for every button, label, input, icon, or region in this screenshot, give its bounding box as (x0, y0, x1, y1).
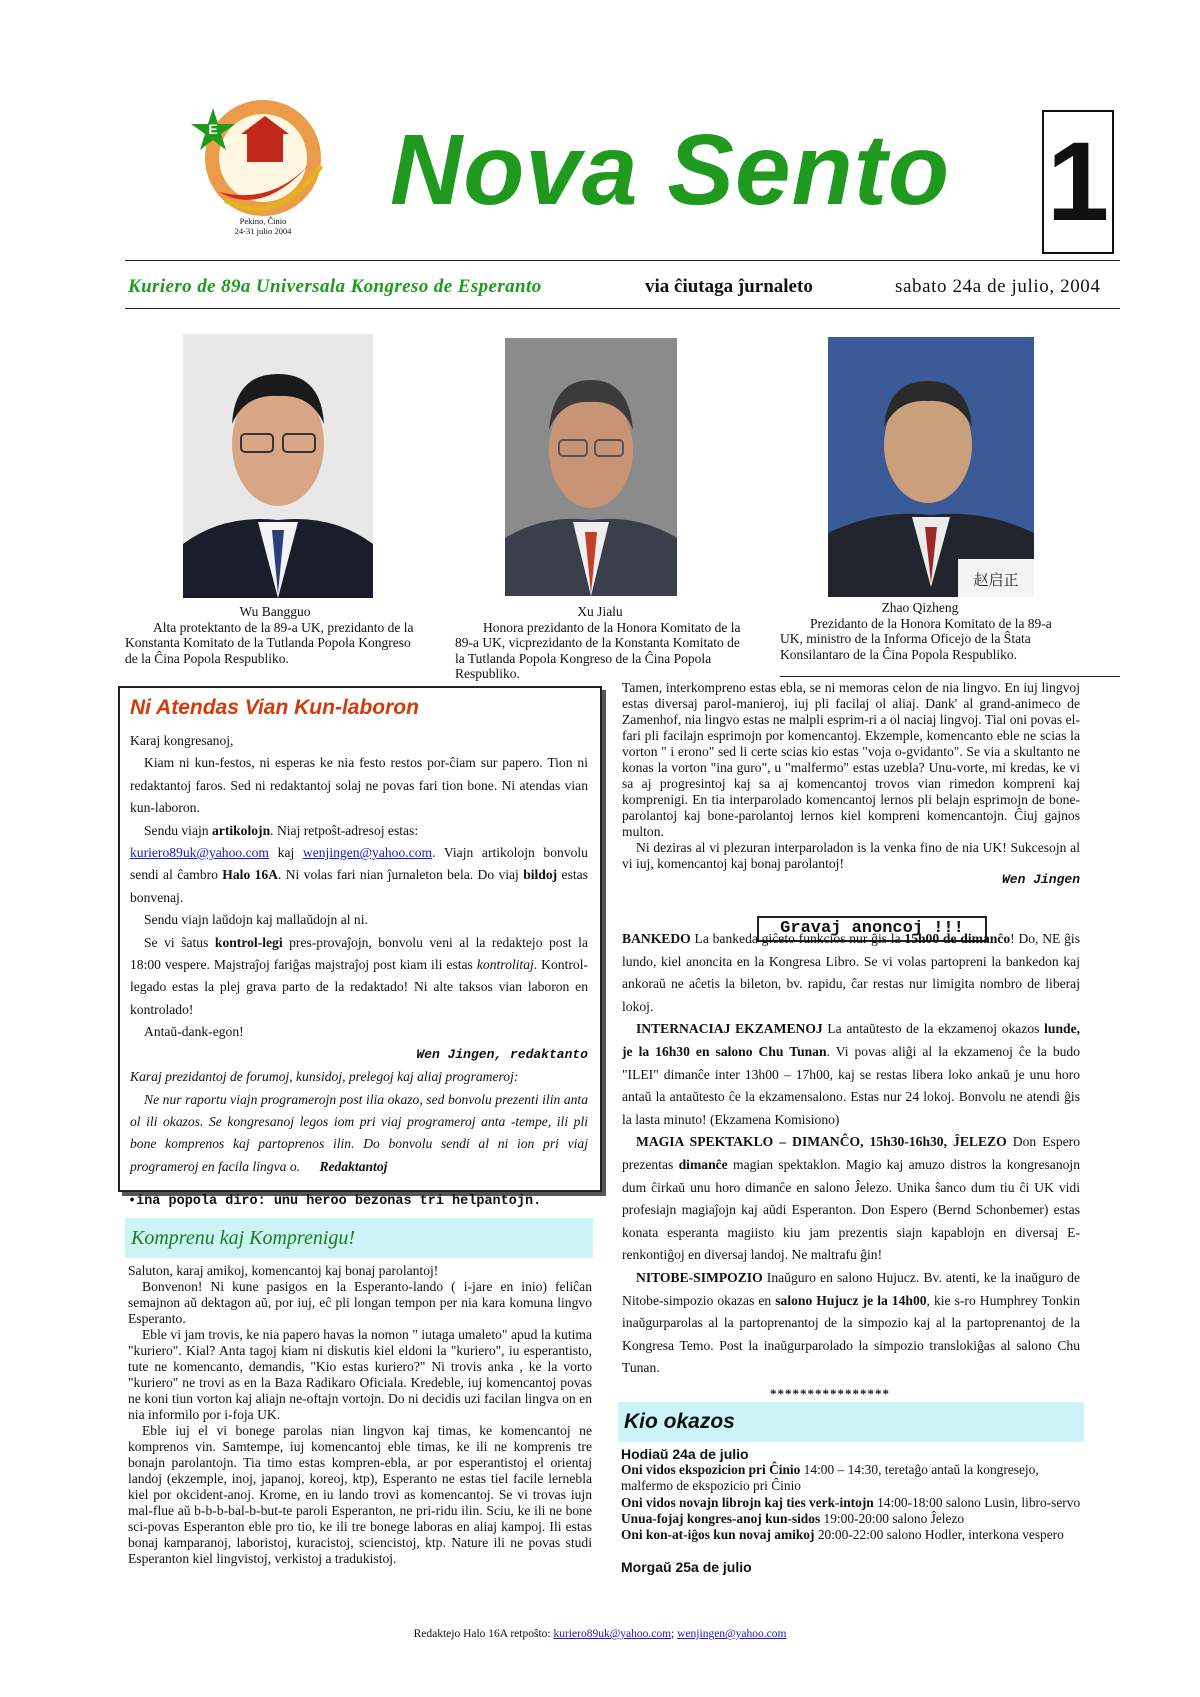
announcement-nitobe: NITOBE-SIMPOZIO Inaŭguro en salono Hujucz. Bv. atenti, ke la inaŭguro de Nitobe-simpozio okazas en salono Hujucz je la 14h00, kie s-ro Humphrey Tonkin inaŭgurparolas al la partoprenantoj de la simpozio kaj al la partoprenantoj de la Kongresa Temo. Post la inaŭgurparolado la simpozio translokiĝas al salono Chu Tunan. (622, 1269, 1080, 1376)
box-paragraph-1: Kiam ni kun-festos, ni esperas ke nia festo restos por-ĉiam sur papero. Tion ni redaktantoj faros. Sed ni redaktantoj solaj ne povas fari tion bone. Ni atendas vian kun-laboron. (130, 755, 588, 816)
photo-name-wu: Wu Bangguo (239, 604, 311, 619)
issue-number: 1 (1042, 110, 1114, 254)
announcements-body (622, 928, 1080, 1380)
caption-divider (780, 676, 1120, 677)
masthead-title: Nova Sento (390, 114, 951, 226)
box-salutation: Karaj kongresanoj, (130, 733, 234, 748)
photo-name-zhao: Zhao Qizheng (881, 600, 959, 615)
komprenu-body: Saluton, karaj amikoj, komencantoj kaj bonaj parolantoj! Bonvenon! Ni kune pasigos en la Esperanto-lando ( i-jare en inio) feliĉan semajnon aŭ dektagon aŭ, por iuj, eĉ pli longan tempon per nia kara komuna lingvo Esperanto. Eble vi jam trovis, ke nia papero havas la nomon " iutaga umaleto" apud la kutima "kuriero". Kial? Anta tagoj kiam ni diskutis kiel eldoni la "kuriero", iu esperantisto, tute ne komencanto, demandis, "Kio estas kuriero?" Ni trovis anka , ke la vorto "kuriero" ne trovi as en la Baza Radikaro Oficiala. Kredeble, iuj komencantoj povas ne koni tiun vorton kaj aliajn ne-oftajn vortojn. Do ni decidis uzi facilan lingva on en nia informilo por i-foja UK. Eble iuj el vi bonege parolas nian lingvon kaj timas, ke komencantoj ne komprenos vin. Samtempe, iuj komencantoj eble timas, ke ili ne komprenis tre bonajn parolantojn. Tia timo estas kompren-ebla, ar por esperantistoj el orientaj landoj (ekzemple, inoj, japanoj, koreoj, ktp), Esperanto ne estas tiel facile lernebla kiel por okcident-anoj. Krome, en iu lando trovi as komencantoj. Se vi trovas iujn mal-flue aŭ b-b-b-bal-b-but-te paroli Esperanton, ne pri-ridu ilin. Sciu, ke ili ne bone sci-povas Esperanton eble pro tio, ke ili tre bonege laboras en aliaj kampoj. Ili estas bonaj kamparanoj, laboristoj, kuracistoj, sciencistoj, ktp. Nature ili ne povas studi Esperanton kiel lingvistoj, verkistoj a tradukistoj. (128, 1263, 592, 1566)
announcement-ekzamenoj: INTERNACIAJ EKZAMENOJ La antaŭtesto de la ekzamenoj okazos lunde, je la 16h30 en salono Chu Tunan. Vi povas aliĝi al la ekzamenoj ĉe la budo "ILEI" dimanĉe inter 13h00 – 17h00, kaj se restas libera loko ankaŭ je unu horo antaŭ la antaŭtesto ĉe la ekzamensalono. Estas nur 24 lokoj. Bonvolu ne atendi ĝis la lasta minuto! (Ekzamena Komisiono) (622, 1021, 1081, 1127)
announcements-title: Gravaj anoncoj !!! (757, 916, 987, 942)
photo-zhao-qizheng (828, 337, 1034, 597)
subhead-kuriero: Kuriero de 89a Universala Kongreso de Esperanto (128, 276, 542, 297)
komprenu-header (125, 1218, 593, 1258)
box-paragraph-2: Sendu viajn artikolojn. Niaj retpoŝt-adresoj estas: (144, 822, 419, 838)
photo-desc-zhao: Prezidanto de la Honora Komitato de la 89-a UK, ministro de la Informa Oficejo de la Ŝtata Konsilantaro de la Ĉina Popola Respubliko. (780, 615, 1052, 662)
komprenu-title: Komprenu kaj Komprenigu! (131, 1227, 356, 1249)
box-paragraph-5: Se vi ŝatus kontrol-legi pres-provaĵojn, bonvolu veni al la redaktejo post la 18:00 vespere. Majstraĵoj fariĝas majstraĵoj post kiam ili estas kontrolitaj. Kontrol-legado estas la plej grava parto de la redaktado! Ni alte taksos vian laboron en kontrolado! (130, 934, 588, 1017)
box-title: Ni Atendas Vian Kun-laboron (130, 696, 419, 719)
right-article-text-2: Ni deziras al vi plezuran interparoladon is la venka fino de nia UK! Sukcesojn al vi iuj, komencantoj kaj bonaj parolantoj! (622, 840, 1080, 871)
photo-name-xu: Xu Jialu (577, 604, 623, 619)
header-rule-bottom (125, 308, 1120, 309)
footer-email-kuriero[interactable]: kuriero89uk@yahoo.com (553, 1628, 672, 1640)
footer: Redaktejo Halo 16A retpoŝto: kuriero89uk@yahoo.com; wenjingen@yahoo.com (413, 1628, 787, 1640)
box-paragraph-4: Sendu viajn laŭdojn kaj mallaŭdojn al ni. (144, 912, 368, 928)
right-article-text: Tamen, interkompreno estas ebla, se ni memoras celon de nia lingvo. En iuj lingvoj estas diversaj parol-manieroj, iuj pli facilaj ol aliaj. Dank' al grand-animeco de Zamenhof, nia lingvo estas ne malpli esprim-ri a ol naciaj lingvoj. Tial oni povas el-fari pli facilajn esprimojn por komencantoj. Ekzemple, komencanto eble ne scias la vorton " i erono" sed li certe scias kio estas "voja o-gvidanto". Se via a skultanto ne konas la vorton "ina guro", u "malfermo" estas uzebla? Unu-vorte, mi kredas, ke vi sa aj progresintoj kaj sa aj komencantoj trovos vian rimedon kompreni kaj komprenigi. En tia interparolado komencantoj lernos pli belajn esprimojn de bone-parolantoj kaj bone-parolantoj lernos kiel kompreni komencantojn. Ĉiuj gajnos multon. (622, 680, 1080, 839)
photo-desc-xu: Honora prezidanto de la Honora Komitato de la 89-a UK, vicprezidanto de la Konstanta Komitato de la Tutlanda Popola Kongreso de la Ĉina Popola Respubliko. (455, 619, 741, 681)
email-link-wenjingen[interactable]: wenjingen@yahoo.com (302, 845, 433, 861)
schedule-entry: Oni vidos ekspozicion pri Ĉinio 14:00 – 14:30, teretaĝo antaŭ la kongresejo, malfermo de ekspozicio pri Ĉinio (621, 1462, 1039, 1494)
congress-logo (185, 88, 335, 258)
box-paragraph-3: kuriero89uk@yahoo.com kaj wenjingen@yahoo.com. Viajn artikolojn bonvolu sendi al ĉambro Halo 16A. Ni volas fari nian ĵurnaleton bela. Do viaj bildoj estas bonvenaj. (130, 845, 588, 905)
photo-desc-wu: Alta protektanto de la 89-a UK, prezidanto de la Konstanta Komitato de la Tutlanda Popola Kongreso de la Ĉina Popola Respubliko. (125, 619, 414, 666)
call-for-contributions-box (118, 686, 602, 1192)
announcement-bankedo: BANKEDO La bankeda giĉeto funkcios nur ĝis la 15h00 de dimanĉo! Do, NE ĝis lundo, kiel anoncita en la Kongresa Libro. Se vi volas partopreni la bankedon kaj ankoraŭ ne aĉetis la bileton, bv. rapidu, ĉar restas nur limigita nombro de liberaj lokoj. (622, 931, 1080, 1014)
schedule-entry: Oni vidos novajn librojn kaj ties verk-intojn 14:00-18:00 salono Lusin, libro-servo (621, 1494, 1081, 1510)
svg-text:E: E (208, 121, 218, 137)
schedule-day-today: Hodiaŭ 24a de julio (621, 1446, 749, 1462)
box-italic-1: Karaj prezidantoj de forumoj, kunsidoj, prelegoj kaj aliaj programeroj: (130, 1069, 519, 1085)
logo-dates: 24-31 julio 2004 (234, 226, 292, 236)
subhead-tagline: via ĉiutaga ĵurnaleto (645, 276, 813, 297)
footer-email-wenjingen[interactable]: wenjingen@yahoo.com (677, 1628, 787, 1640)
footer-prefix: Redaktejo Halo 16A retpoŝto: (413, 1628, 551, 1640)
email-link-kuriero[interactable]: kuriero89uk@yahoo.com (130, 845, 269, 861)
right-article (622, 680, 1080, 888)
schedule-header (618, 1402, 1084, 1442)
right-article-signature: Wen Jingen (1001, 872, 1080, 887)
section-stars: **************** (770, 1386, 890, 1401)
box-signature: Wen Jingen, redaktanto (416, 1046, 588, 1062)
proverb: •ina popola diro: unu heroo bezonas tri helpantojn. (128, 1194, 542, 1209)
schedule-body (621, 1446, 1081, 1575)
photo-wu-bangguo (183, 334, 373, 598)
box-paragraph-6: Antaŭ-dank-egon! (144, 1024, 244, 1040)
photo-xu-jialu (505, 338, 677, 596)
subhead-date: sabato 24a de julio, 2004 (895, 276, 1101, 297)
svg-text:赵启正: 赵启正 (973, 571, 1019, 589)
announcement-magia: MAGIA SPEKTAKLO – DIMANĈO, 15h30-16h30, ĴELEZO Don Espero prezentas dimanĉe magian spektaklon. Magio kaj amuzo distros la kongresanojn dum ĉirkaŭ unu horo dimanĉe en salono Ĵelezo. Unika ŝanco dum tiu ĉi UK vidi profesiajn magiaĵojn kaj aŭdi Esperanton. Don Espero (Bernd Schonbemer) estas konata esperanta magiisto kiu jam prezentis siajn kapablojn en diversaj E-renkontiĝoj en diversaj landoj. Ne maltrafu ĝin! (622, 1134, 1080, 1263)
schedule-day-tomorrow: Morgaŭ 25a de julio (621, 1559, 752, 1576)
header-rule-top (125, 260, 1120, 261)
schedule-entry: Unua-fojaj kongres-anoj kun-sidos 19:00-20:00 salono Ĵelezo (621, 1510, 965, 1526)
schedule-entry: Oni kon-at-iĝos kun novaj amikoj 20:00-22:00 salono Hodler, interkona vespero (621, 1527, 1064, 1543)
logo-city: Pekino, Ĉinio (239, 216, 287, 226)
schedule-title: Kio okazos (624, 1410, 735, 1433)
box-italic-2: Ne nur raportu viajn programerojn post ilia okazo, sed bonvolu prezenti ilin anta ol ili okazos. Se kongresanoj legos iom pri viaj programeroj anta -tempe, ili pli bone komprenos kaj partoprenos ilin. Do bonvolu sendi al ni ion pri viaj programeroj en facila lingva o. Redaktantoj (130, 1091, 588, 1174)
